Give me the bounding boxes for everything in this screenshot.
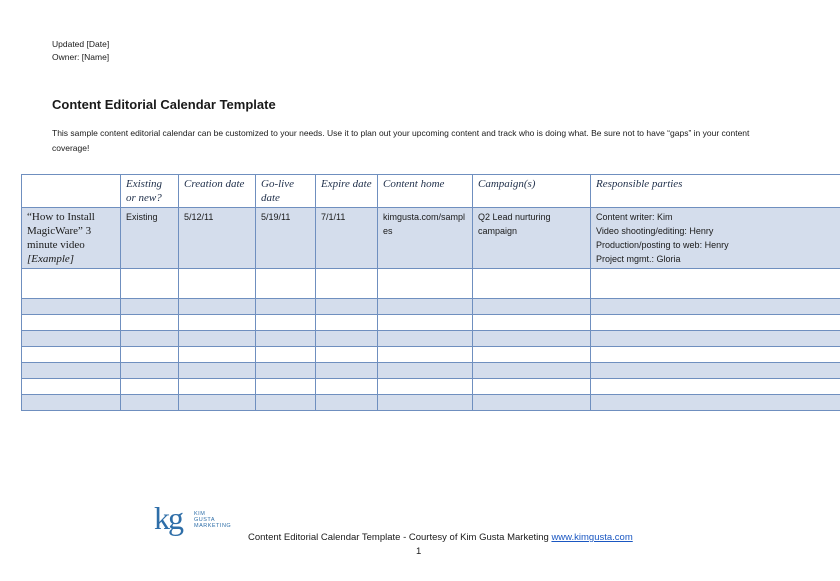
logo-mark: kg [154,500,182,536]
footer-text [248,532,633,543]
example-go-live-date: 5/19/11 [256,208,316,269]
empty-cell [121,315,179,331]
owner-name: Owner: [Name] [52,52,110,62]
empty-cell [22,269,121,299]
empty-cell [591,299,840,315]
empty-cell [256,363,316,379]
party-line: Video shooting/editing: Henry [596,226,714,236]
intro-paragraph: This sample content editorial calendar can be customized to your needs. Use it to plan out your upcoming content and track who is doing what. Be sure not to have “gaps” in your content coverage! [52,128,750,153]
empty-cell [179,299,256,315]
empty-cell [316,395,378,411]
empty-cell [591,379,840,395]
header-cell-blank [22,175,121,208]
empty-cell [256,315,316,331]
empty-cell [22,347,121,363]
empty-cell [179,315,256,331]
updated-date: Updated [Date] [52,39,110,49]
example-title: “How to Install MagicWare” 3 minute video [27,211,95,251]
empty-row [22,379,840,395]
empty-cell [473,379,591,395]
example-existing: Existing [121,208,179,269]
empty-cell [378,299,473,315]
empty-cell [121,331,179,347]
empty-cell [22,331,121,347]
website-link[interactable]: www.kimgusta.com [551,532,633,543]
empty-cell [22,395,121,411]
empty-cell [22,379,121,395]
kim-gusta-logo [154,500,249,542]
header-existing: Existing or new? [121,175,179,208]
empty-cell [378,347,473,363]
empty-cell [179,269,256,299]
example-expire-date: 7/1/11 [316,208,378,269]
logo-line: MARKETING [194,523,232,529]
empty-row [22,395,840,411]
example-row [22,208,840,269]
empty-cell [473,395,591,411]
empty-cell [316,299,378,315]
empty-cell [473,363,591,379]
example-campaign: Q2 Lead nurturing campaign [473,208,591,269]
example-content-home: kimgusta.com/samples [378,208,473,269]
document-meta [52,38,109,64]
party-line: Project mgmt.: Gloria [596,254,681,264]
empty-cell [591,363,840,379]
logo-line: GUSTA [194,517,216,523]
empty-row [22,363,840,379]
example-responsible-parties [591,208,840,269]
empty-cell [256,347,316,363]
party-line: Content writer: Kim [596,212,673,222]
empty-cell [179,395,256,411]
empty-cell [179,331,256,347]
header-campaigns: Campaign(s) [473,175,591,208]
empty-cell [378,363,473,379]
empty-cell [256,269,316,299]
empty-cell [591,395,840,411]
empty-cell [316,269,378,299]
logo-wordmark [194,511,231,529]
editorial-calendar-table [21,174,840,411]
header-content-home: Content home [378,175,473,208]
empty-cell [179,363,256,379]
page-number: 1 [416,546,422,557]
empty-cell [121,299,179,315]
empty-cell [473,299,591,315]
empty-cell [473,315,591,331]
example-tag: [Example] [27,253,75,265]
empty-cell [316,331,378,347]
empty-cell [378,269,473,299]
empty-cell [591,269,840,299]
header-creation-date: Creation date [179,175,256,208]
empty-cell [473,269,591,299]
empty-row [22,269,840,299]
empty-cell [316,379,378,395]
empty-cell [121,363,179,379]
empty-row [22,347,840,363]
empty-cell [378,379,473,395]
empty-cell [121,347,179,363]
empty-cell [179,379,256,395]
empty-cell [256,299,316,315]
empty-cell [473,331,591,347]
empty-cell [22,363,121,379]
empty-cell [591,331,840,347]
footer-caption: Content Editorial Calendar Template - Courtesy of Kim Gusta Marketing [248,532,552,543]
empty-row [22,315,840,331]
empty-cell [591,347,840,363]
empty-row [22,299,840,315]
logo-line: KIM [194,511,206,517]
empty-cell [22,315,121,331]
empty-cell [121,379,179,395]
empty-cell [378,331,473,347]
empty-cell [378,315,473,331]
empty-cell [256,395,316,411]
header-row [22,175,840,208]
empty-cell [121,395,179,411]
empty-cell [316,347,378,363]
example-creation-date: 5/12/11 [179,208,256,269]
empty-cell [591,315,840,331]
empty-cell [316,363,378,379]
empty-cell [179,347,256,363]
empty-cell [256,331,316,347]
party-line: Production/posting to web: Henry [596,240,729,250]
example-title-cell [22,208,121,269]
header-go-live-date: Go-live date [256,175,316,208]
empty-cell [22,299,121,315]
header-expire-date: Expire date [316,175,378,208]
empty-cell [378,395,473,411]
header-responsible-parties: Responsible parties [591,175,840,208]
empty-cell [121,269,179,299]
empty-row [22,331,840,347]
empty-cell [473,347,591,363]
page-title: Content Editorial Calendar Template [52,97,276,112]
empty-cell [316,315,378,331]
empty-cell [256,379,316,395]
